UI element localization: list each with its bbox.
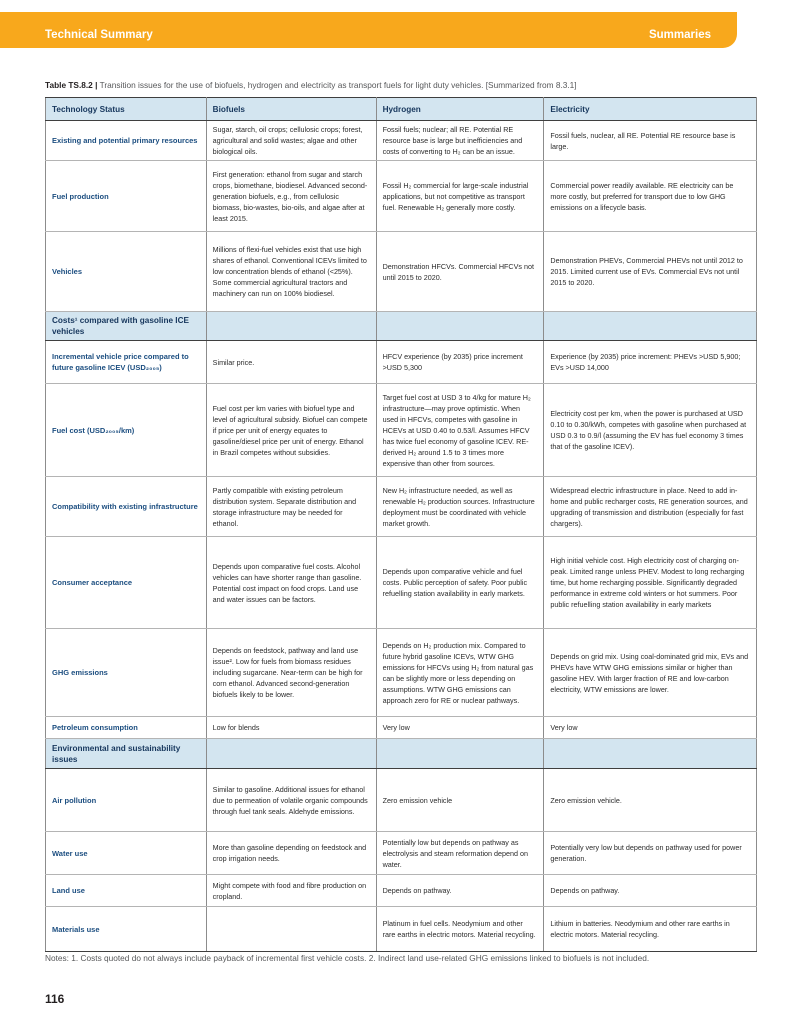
cell-electricity: Demonstration PHEVs, Commercial PHEVs not until 2012 to 2015. Limited current use of EVs. Commercial EVs not until 2015 to 2020. [544,232,757,312]
cell-biofuels: Depends upon comparative fuel costs. Alcohol vehicles can have shorter range than gasoline. Potential cost impact on food crops. Land use and water issues can be factors. [206,537,376,629]
table-row-fuel-production [46,161,757,232]
cell-electricity: Widespread electric infrastructure in place. Need to add in-home and public recharger costs, RE generation sources, and upgrading of transmission and distribution (especially for fast chargers). [544,477,757,537]
cell-biofuels: Millions of flexi-fuel vehicles exist that use high shares of ethanol. Conventional ICEVs limited to low concentration blends of ethanol (<25%). Some commercial agricultural tractors and machinery can run on 100% biodiesel. [206,232,376,312]
cell-electricity: Commercial power readily available. RE electricity can be more costly, but preferred for transport due to low GHG emissions on a lifecycle basis. [544,161,757,232]
cell-hydrogen: Demonstration HFCVs. Commercial HFCVs not until 2015 to 2020. [376,232,544,312]
cell-biofuels: Low for blends [206,717,376,739]
page-header-band [0,12,737,48]
header-left-title: Technical Summary [45,29,153,41]
section-label: Costs¹ compared with gasoline ICE vehicles [46,312,207,341]
cell-hydrogen: Depends on H₂ production mix. Compared to future hybrid gasoline ICEVs, WTW GHG emissions for HFCVs using H₂ from natural gas can be slightly more or less depending on assumptions. WTW GHG emissions can approach zero for RE or nuclear pathways. [376,629,544,717]
page-number: 116 [45,992,65,1006]
row-label: Materials use [46,907,207,952]
cell-biofuels: Partly compatible with existing petroleum distribution system. Separate distribution and storage infrastructure may be needed for ethanol. [206,477,376,537]
section-row-costs [46,312,757,341]
cell-biofuels: Similar to gasoline. Additional issues for ethanol due to permeation of volatile organic compounds through fuel tank seals. Aldehyde emissions. [206,769,376,832]
column-header-electricity: Electricity [544,98,757,121]
cell-hydrogen: New H₂ infrastructure needed, as well as renewable H₂ production sources. Infrastructure deployment must be coordinated with vehicle market growth. [376,477,544,537]
row-label: Fuel cost (USD₂₀₀₅/km) [46,384,207,477]
cell-biofuels [206,739,376,769]
cell-biofuels: Depends on feedstock, pathway and land use issue². Low for fuels from biomass residues including sugarcane. Near-term can be high for corn ethanol. Advanced second-generation biofuels likely to be lower. [206,629,376,717]
cell-electricity: Experience (by 2035) price increment: PHEVs >USD 5,900; EVs >USD 14,000 [544,341,757,384]
cell-hydrogen: Zero emission vehicle [376,769,544,832]
cell-hydrogen [376,312,544,341]
row-label: Consumer acceptance [46,537,207,629]
cell-hydrogen: Depends on pathway. [376,875,544,907]
table-caption-text: Transition issues for the use of biofuels, hydrogen and electricity as transport fuels for light duty vehicles. [Summarized from 8.3.1] [97,80,577,90]
row-label: Land use [46,875,207,907]
column-header-biofuels: Biofuels [206,98,376,121]
cell-electricity: Lithium in batteries. Neodymium and other rare earths in electric motors. Material recycling. [544,907,757,952]
table-row-incremental-vehicle-price [46,341,757,384]
table-row-consumer-acceptance [46,537,757,629]
row-label: Petroleum consumption [46,717,207,739]
row-label: Incremental vehicle price compared to future gasoline ICEV (USD₂₀₀₅) [46,341,207,384]
row-label: Water use [46,832,207,875]
cell-electricity: Very low [544,717,757,739]
row-label: GHG emissions [46,629,207,717]
table-row-vehicles [46,232,757,312]
cell-hydrogen: Fossil H₂ commercial for large-scale industrial applications, but not competitive as transport fuel. Renewable H₂ generally more costly. [376,161,544,232]
cell-electricity [544,312,757,341]
cell-hydrogen: Depends upon comparative vehicle and fuel costs. Public perception of safety. Poor public refuelling station availability in early markets. [376,537,544,629]
table-row-petroleum-consumption [46,717,757,739]
cell-electricity: High initial vehicle cost. High electricity cost of charging on-peak. Limited range unless PHEV. Modest to long recharging time, but home recharging possible. Significantly degraded performance in extreme cold winters or hot summers. Poor public refuelling station availability in early markets [544,537,757,629]
cell-biofuels: First generation: ethanol from sugar and starch crops, biomethane, biodiesel. Advanced second-generation biofuels, e.g., from cellulosic biomass, bio-wastes, bio-oils, and algae after at least 2015. [206,161,376,232]
table-notes: Notes: 1. Costs quoted do not always include payback of incremental first vehicle costs. 2. Indirect land use-related GHG emissions linked to biofuels is not included. [45,953,650,963]
table-caption-label: Table TS.8.2 | [45,80,98,90]
cell-biofuels [206,907,376,952]
column-header-technology-status: Technology Status [46,98,207,121]
cell-hydrogen: Potentially low but depends on pathway as electrolysis and steam reformation depend on water. [376,832,544,875]
cell-hydrogen: Fossil fuels; nuclear; all RE. Potential RE resource base is large but inefficiencies and costs of converting to H₂ can be an issue. [376,121,544,161]
cell-biofuels: Sugar, starch, oil crops; cellulosic crops; forest, agricultural and solid wastes; algae and other biological oils. [206,121,376,161]
cell-biofuels: Similar price. [206,341,376,384]
transition-issues-table [45,97,757,952]
cell-hydrogen: HFCV experience (by 2035) price increment >USD 5,300 [376,341,544,384]
table-row-ghg-emissions [46,629,757,717]
row-label: Compatibility with existing infrastructure [46,477,207,537]
cell-electricity: Zero emission vehicle. [544,769,757,832]
cell-electricity: Depends on pathway. [544,875,757,907]
row-label: Vehicles [46,232,207,312]
cell-electricity: Potentially very low but depends on pathway used for power generation. [544,832,757,875]
cell-hydrogen: Very low [376,717,544,739]
table-row-air-pollution [46,769,757,832]
row-label: Air pollution [46,769,207,832]
header-right-title: Summaries [648,29,711,41]
cell-biofuels [206,312,376,341]
section-label: Environmental and sustainability issues [46,739,207,769]
cell-hydrogen [376,739,544,769]
section-row-environmental [46,739,757,769]
table-row-materials-use [46,907,757,952]
cell-hydrogen: Platinum in fuel cells. Neodymium and other rare earths in electric motors. Material recycling. [376,907,544,952]
row-label: Fuel production [46,161,207,232]
cell-electricity: Depends on grid mix. Using coal-dominated grid mix, EVs and PHEVs have WTW GHG emissions similar or higher than gasoline HEV. With larger fraction of RE and low-carbon electricity, WTW emissions are lower. [544,629,757,717]
table-row-water-use [46,832,757,875]
cell-biofuels: Fuel cost per km varies with biofuel type and level of agricultural subsidy. Biofuel can compete if price per unit of energy equates to gasoline/diesel price per unit of energy. Ethanol in Brazil competes without subsidies. [206,384,376,477]
row-label: Existing and potential primary resources [46,121,207,161]
cell-biofuels: More than gasoline depending on feedstock and crop irrigation needs. [206,832,376,875]
cell-hydrogen: Target fuel cost at USD 3 to 4/kg for mature H₂ infrastructure—may prove optimistic. When used in HFCVs, competes with gasoline in HCEVs at USD 0.40 to 0.53/l. Assumes HFCV has twice fuel economy of gasoline ICEV. RE-derived H₂ around 1.5 to 3 times more expensive than other from sources. [376,384,544,477]
cell-electricity: Electricity cost per km, when the power is purchased at USD 0.10 to 0.30/kWh, competes with gasoline when purchased at USD 0.3 to 0.9/l (assuming the EV has fuel economy 3 times that of the gasoline ICEV). [544,384,757,477]
table-row-compatibility [46,477,757,537]
table-row-land-use [46,875,757,907]
cell-electricity: Fossil fuels, nuclear, all RE. Potential RE resource base is large. [544,121,757,161]
column-header-hydrogen: Hydrogen [376,98,544,121]
table-caption [45,80,757,91]
cell-biofuels: Might compete with food and fibre production on cropland. [206,875,376,907]
table-header-row [46,98,757,121]
table-row-fuel-cost [46,384,757,477]
cell-electricity [544,739,757,769]
table-row-existing-resources [46,121,757,161]
